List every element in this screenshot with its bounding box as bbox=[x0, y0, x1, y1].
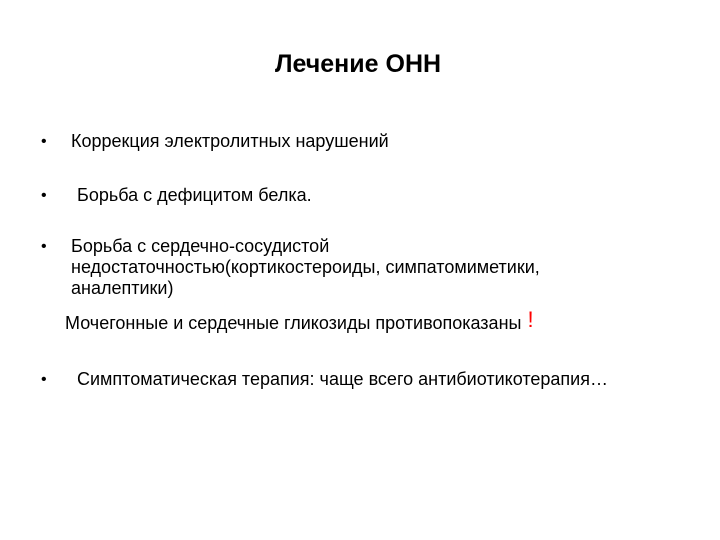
bullet-marker: • bbox=[41, 187, 47, 204]
contraindication-note-text: Мочегонные и сердечные гликозиды противопоказаны bbox=[65, 313, 522, 333]
contraindication-note bbox=[65, 307, 534, 334]
bullet-item-3-line-3: аналептики) bbox=[71, 278, 174, 298]
bullet-marker: • bbox=[41, 371, 47, 388]
bullet-item-1: Коррекция электролитных нарушений bbox=[71, 131, 389, 151]
exclamation-mark: ! bbox=[527, 307, 534, 332]
bullet-item-2: Борьба с дефицитом белка. bbox=[77, 185, 312, 205]
slide-title-text: Лечение ОНН bbox=[274, 50, 442, 78]
bullet-marker: • bbox=[41, 133, 47, 150]
bullet-item-3-line-1: Борьба с сердечно-сосудистой bbox=[71, 236, 330, 256]
bullet-item-4: Симптоматическая терапия: чаще всего антибиотикотерапия… bbox=[77, 369, 608, 389]
bullet-marker: • bbox=[41, 238, 47, 255]
bullet-item-3-line-2: недостаточностью(кортикостероиды, симпатомиметики, bbox=[71, 257, 540, 277]
slide-title bbox=[0, 50, 720, 79]
